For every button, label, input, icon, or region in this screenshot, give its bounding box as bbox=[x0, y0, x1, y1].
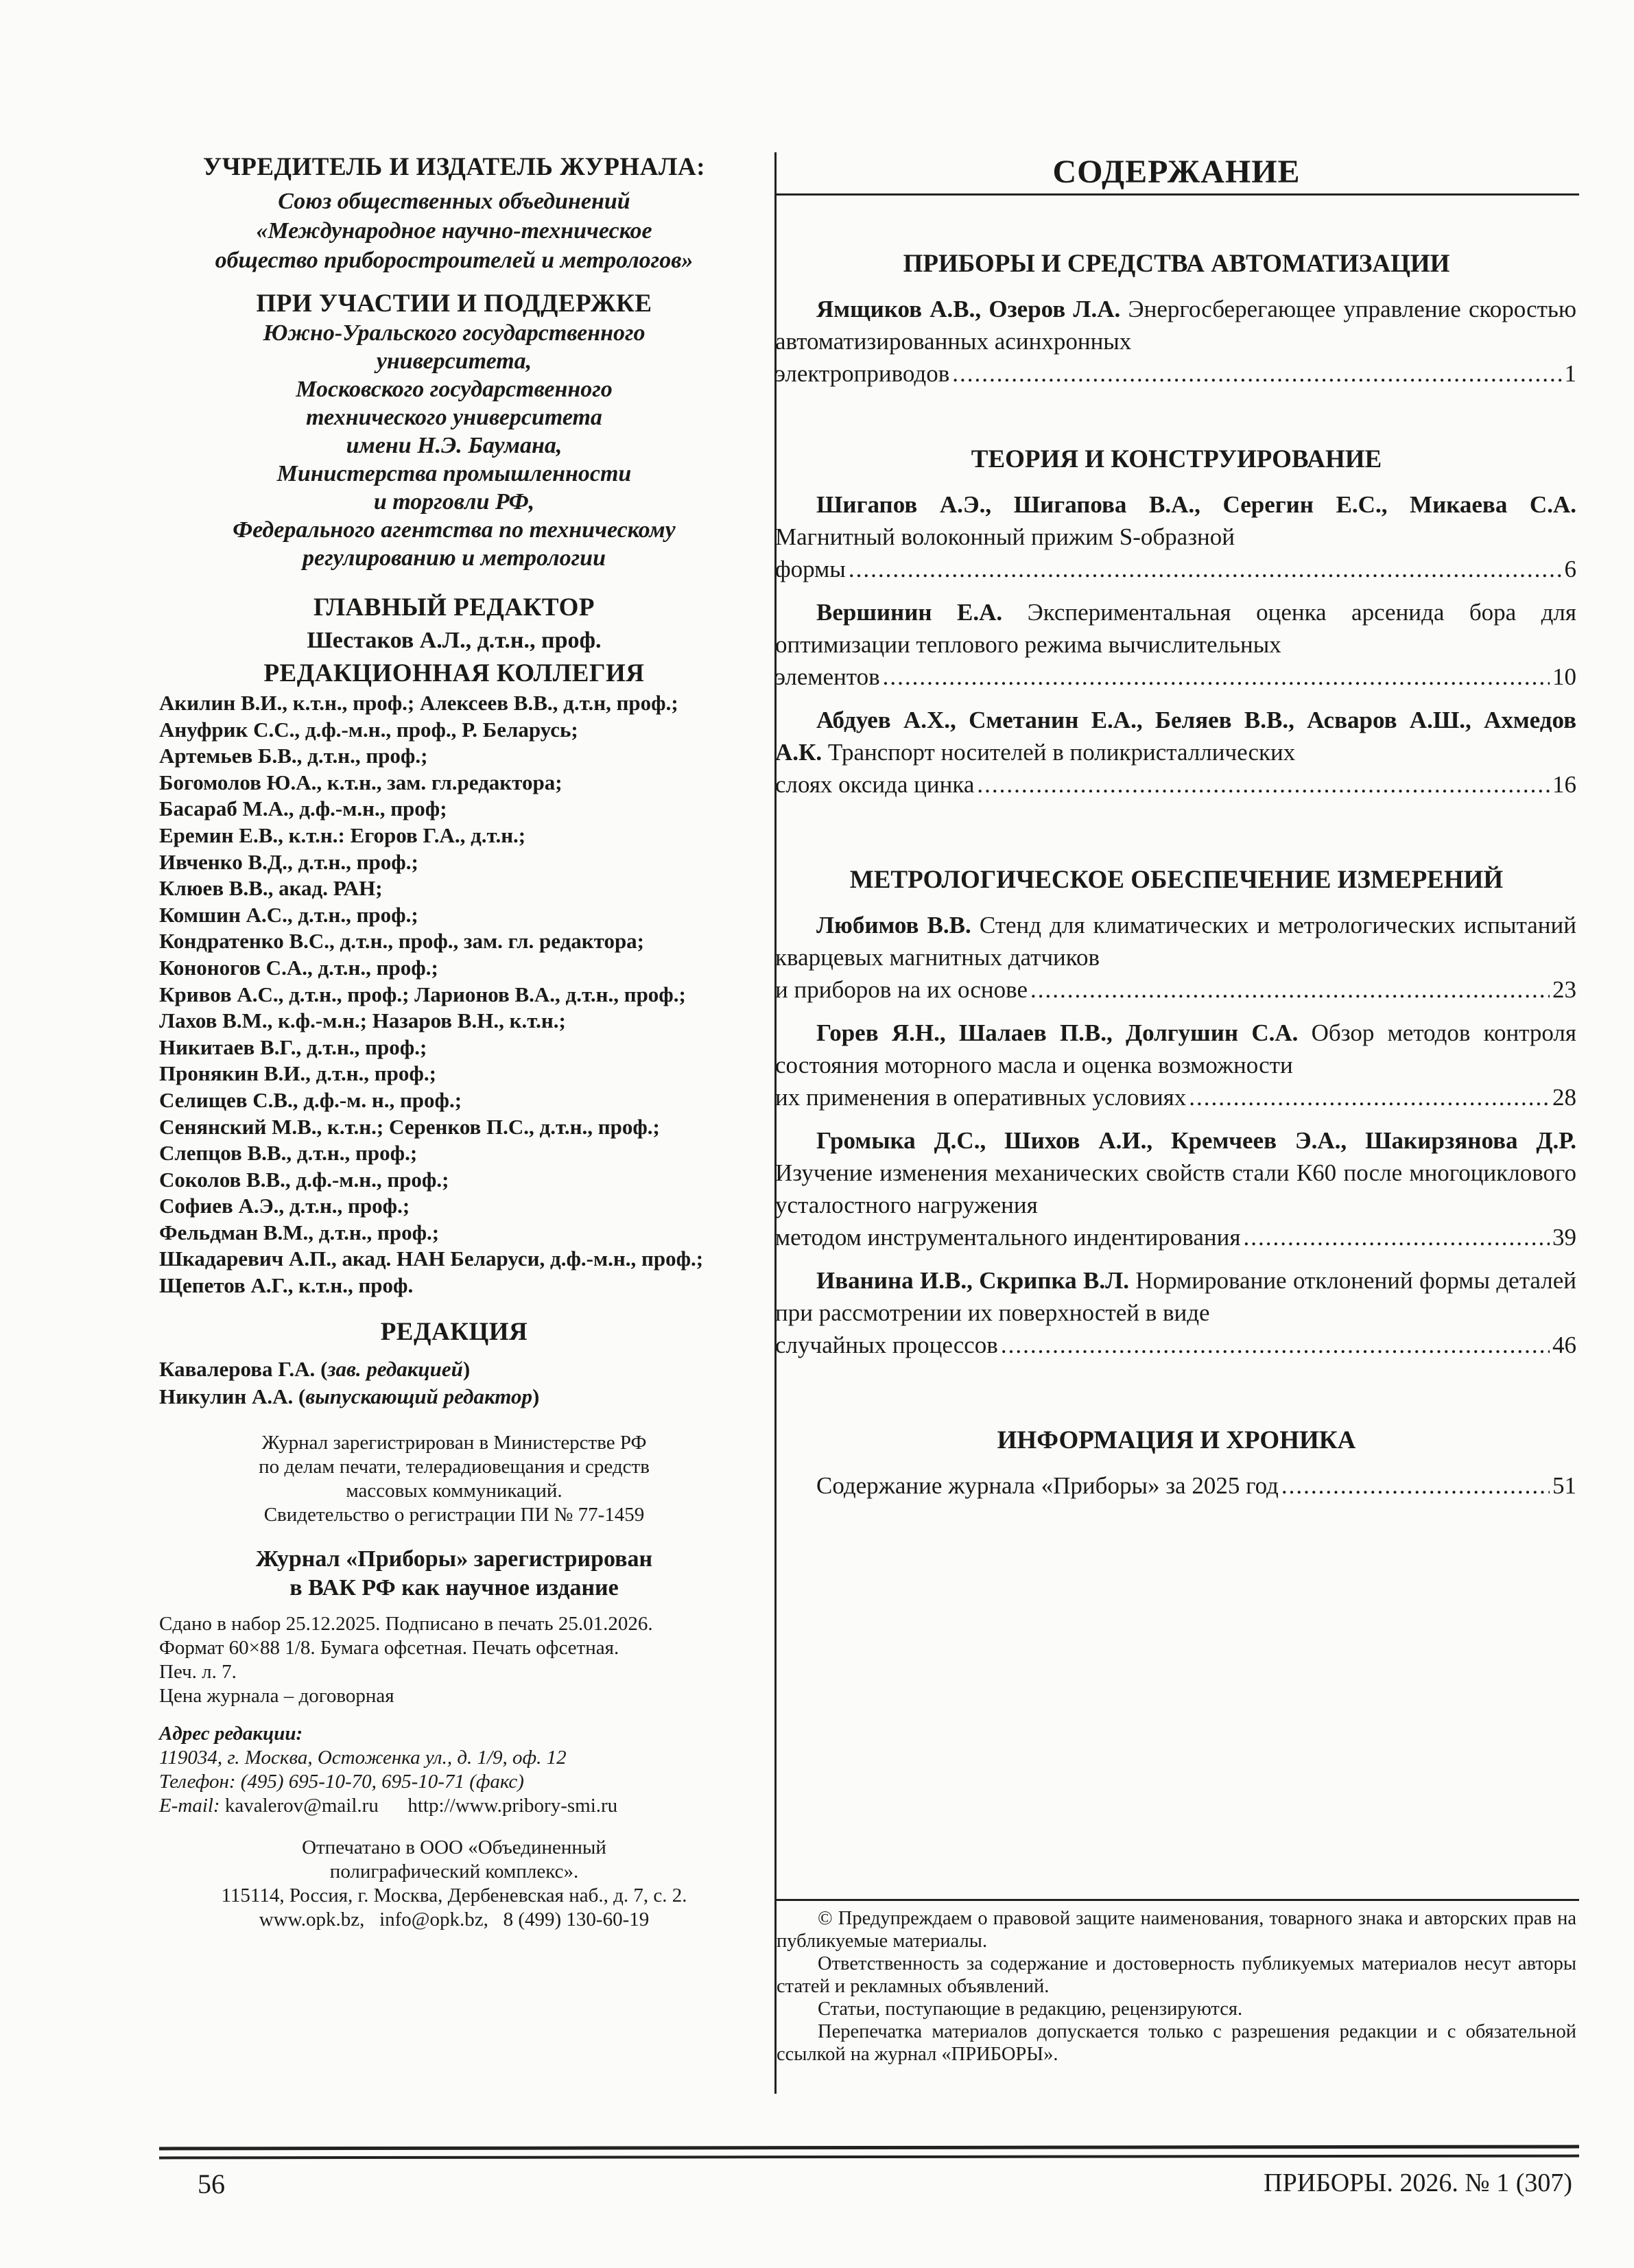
support-line: Южно-Уральского государственного bbox=[263, 320, 646, 346]
toc-entry-title-end: Содержание журнала «Приборы» за 2025 год bbox=[816, 1472, 1279, 1499]
dot-leader bbox=[1001, 1329, 1550, 1361]
toc-entry-authors: Иванина И.В., Скрипка В.Л. bbox=[816, 1267, 1129, 1294]
toc-entry-title: Транспорт носителей в поликристаллических bbox=[827, 739, 1296, 766]
board-member: Соколов В.В., д.ф.-м.н., проф.; bbox=[159, 1167, 449, 1192]
print-line: Формат 60×88 1/8. Бумага офсетная. Печать офсетная. bbox=[159, 1636, 619, 1659]
vak-note bbox=[159, 1545, 749, 1603]
registration-line: массовых коммуникаций. bbox=[346, 1479, 563, 1502]
staff-list bbox=[159, 1356, 749, 1410]
toc-entry[interactable] bbox=[775, 1469, 1576, 1502]
support-heading: ПРИ УЧАСТИИ И ПОДДЕРЖКЕ bbox=[256, 290, 652, 318]
founder-line: Союз общественных объединений bbox=[278, 189, 630, 214]
support-line: университета, bbox=[376, 349, 532, 374]
toc-entry[interactable] bbox=[775, 1124, 1576, 1253]
toc-entry[interactable] bbox=[775, 704, 1576, 801]
toc-entry-title-end: формы bbox=[775, 556, 846, 582]
toc-entry[interactable] bbox=[775, 488, 1576, 585]
copyright-rule bbox=[775, 1899, 1579, 1901]
vak-line: в ВАК РФ как научное издание bbox=[289, 1574, 619, 1600]
staff-member: Кавалерова Г.А. (зав. редакцией) bbox=[159, 1356, 471, 1381]
toc-entry-page: 23 bbox=[1552, 976, 1576, 1003]
board-member: Сенянский М.В., к.т.н.; Серенков П.С., д.т.н., проф.; bbox=[159, 1114, 660, 1139]
toc-entry-page: 10 bbox=[1552, 663, 1576, 690]
toc-entry-authors: Горев Я.Н., Шалаев П.В., Долгушин С.А. bbox=[816, 1019, 1299, 1046]
dot-leader bbox=[1281, 1469, 1550, 1502]
toc-title: СОДЕРЖАНИЕ bbox=[1052, 154, 1301, 190]
board-member: Кононогов С.А., д.т.н., проф.; bbox=[159, 955, 438, 980]
registration-line: Свидетельство о регистрации ПИ № 77-1459 bbox=[263, 1503, 645, 1526]
toc-entry-page: 6 bbox=[1564, 556, 1576, 582]
board-member: Пронякин В.И., д.т.н., проф.; bbox=[159, 1061, 436, 1086]
toc-entry-authors: Шигапов А.Э., Шигапова В.А., Серегин Е.С., Микаева С.А. bbox=[816, 491, 1576, 518]
address-contacts bbox=[159, 1794, 749, 1818]
toc-entry-title-end: их применения в оперативных условиях bbox=[775, 1084, 1187, 1111]
board-member: Кривов А.С., д.т.н., проф.; Ларионов В.А., д.т.н., проф.; bbox=[159, 982, 686, 1006]
board-member: Селищев С.В., д.ф.-м. н., проф.; bbox=[159, 1087, 462, 1112]
editorial-board-list bbox=[159, 690, 749, 1299]
board-member: Артемьев Б.В., д.т.н., проф.; bbox=[159, 744, 428, 768]
toc-entry-page: 46 bbox=[1552, 1332, 1576, 1358]
print-line: Сдано в набор 25.12.2025. Подписано в печать 25.01.2026. bbox=[159, 1612, 653, 1635]
dot-leader bbox=[1189, 1081, 1550, 1113]
email-label: E-mail: bbox=[159, 1794, 220, 1817]
toc-entry[interactable] bbox=[775, 1264, 1576, 1361]
support-line: Московского государственного bbox=[296, 377, 613, 402]
toc-section-heading: МЕТРОЛОГИЧЕСКОЕ ОБЕСПЕЧЕНИЕ ИЗМЕРЕНИЙ bbox=[849, 866, 1504, 894]
staff-role: выпускающий редактор bbox=[305, 1384, 532, 1408]
board-member: Акилин В.И., к.т.н., проф.; Алексеев В.В., д.т.н, проф.; bbox=[159, 691, 678, 715]
board-member: Кондратенко В.С., д.т.н., проф., зам. гл. редактора; bbox=[159, 929, 645, 954]
dot-leader bbox=[849, 553, 1562, 585]
toc-entry-title: Энергосберегающее управление скоростью автоматизированных асинхронных bbox=[775, 296, 1577, 355]
footer-rule-top bbox=[159, 2145, 1579, 2151]
dot-leader bbox=[1243, 1221, 1550, 1253]
toc-entry-authors: Любимов В.В. bbox=[816, 912, 971, 938]
toc-entry-title-end: слоях оксида цинка bbox=[775, 771, 975, 798]
copyright-paragraph: Ответственность за содержание и достоверность публикуемых материалов несут авторы статей и рекламных объявлений. bbox=[777, 1953, 1576, 1997]
toc-entry-authors: Абдуев А.Х., Сметанин Е.А., Беляев В.В., Асваров А.Ш., Ахмедов А.К. bbox=[775, 707, 1576, 766]
toc-entry[interactable] bbox=[775, 1017, 1576, 1113]
staff-member: Никулин А.А. (выпускающий редактор) bbox=[159, 1384, 540, 1408]
toc-section-heading: ПРИБОРЫ И СРЕДСТВА АВТОМАТИЗАЦИИ bbox=[903, 250, 1450, 278]
toc-entry[interactable] bbox=[775, 909, 1576, 1006]
support-block bbox=[159, 319, 749, 572]
copyright-notice bbox=[777, 1907, 1576, 2066]
dot-leader bbox=[1030, 973, 1550, 1006]
toc-entry-page: 51 bbox=[1552, 1472, 1576, 1499]
toc-title-rule bbox=[775, 193, 1579, 196]
toc-entry-title: Нормирование отклонений формы деталей при рассмотрении их поверхностей в виде bbox=[775, 1267, 1576, 1326]
toc-entry-authors: Вершинин Е.А. bbox=[816, 599, 1003, 626]
toc-entry-title: Обзор методов контроля состояния моторного масла и оценка возможности bbox=[775, 1019, 1576, 1078]
toc-entry[interactable] bbox=[775, 293, 1576, 390]
toc-section-heading: ИНФОРМАЦИЯ И ХРОНИКА bbox=[997, 1426, 1356, 1454]
print-line: Цена журнала – договорная bbox=[159, 1684, 394, 1707]
toc-entry-page: 16 bbox=[1552, 771, 1576, 798]
issue-info: ПРИБОРЫ. 2026. № 1 (307) bbox=[1264, 2169, 1572, 2197]
toc-entry-page: 28 bbox=[1552, 1084, 1576, 1111]
editorial-address bbox=[159, 1722, 749, 1818]
printer-line: 115114, Россия, г. Москва, Дербеневская наб., д. 7, с. 2. bbox=[221, 1884, 687, 1906]
board-member: Лахов В.М., к.ф.-м.н.; Назаров В.Н., к.т.н.; bbox=[159, 1008, 566, 1033]
support-line: Министерства промышленности bbox=[276, 461, 632, 486]
support-line: регулированию и метрологии bbox=[303, 545, 606, 571]
toc-entry-title: Экспериментальная оценка арсенида бора для оптимизации теплового режима вычислительных bbox=[775, 599, 1576, 658]
support-line: и торговли РФ, bbox=[373, 489, 535, 515]
registration-line: по делам печати, телерадиовещания и средств bbox=[259, 1455, 650, 1478]
address-label: Адрес редакции: bbox=[159, 1722, 303, 1745]
staff-role: зав. редакцией bbox=[327, 1356, 463, 1381]
board-member: Комшин А.С., д.т.н., проф.; bbox=[159, 902, 418, 927]
board-member: Слепцов В.В., д.т.н., проф.; bbox=[159, 1141, 418, 1166]
board-member: Клюев В.В., акад. РАН; bbox=[159, 876, 383, 901]
board-member: Шкадаревич А.П., акад. НАН Беларуси, д.ф.-м.н., проф.; bbox=[159, 1247, 704, 1271]
chief-editor-name: Шестаков А.Л., д.т.н., проф. bbox=[307, 628, 602, 653]
copyright-paragraph: Статьи, поступающие в редакцию, рецензируются. bbox=[818, 1998, 1243, 2020]
toc-entry-authors: Ямщиков А.В., Озеров Л.А. bbox=[816, 296, 1121, 322]
board-member: Богомолов Ю.А., к.т.н., зам. гл.редактора; bbox=[159, 770, 563, 794]
printer-line: www.opk.bz, info@opk.bz, 8 (499) 130-60-19 bbox=[259, 1908, 650, 1930]
toc-entry-title-end: случайных процессов bbox=[775, 1332, 998, 1358]
board-heading: РЕДАКЦИОННАЯ КОЛЛЕГИЯ bbox=[263, 659, 645, 687]
staff-name: Никулин А.А. bbox=[159, 1384, 294, 1408]
founder-line: общество приборостроителей и метрологов» bbox=[215, 248, 694, 273]
board-member: Софиев А.Э., д.т.н., проф.; bbox=[159, 1194, 410, 1218]
address-street: 119034, г. Москва, Остоженка ул., д. 1/9, оф. 12 bbox=[159, 1746, 567, 1769]
founder-line: «Международное научно-техническое bbox=[256, 218, 652, 244]
copyright-paragraph: © Предупреждаем о правовой защите наименования, товарного знака и авторских прав на публикуемые материалы. bbox=[777, 1908, 1576, 1952]
support-line: имени Н.Э. Баумана, bbox=[346, 433, 563, 458]
printer-line: Отпечатано в ООО «Объединенный bbox=[302, 1836, 606, 1858]
toc-entry-authors: Громыка Д.С., Шихов А.И., Кремчеев Э.А., Шакирзянова Д.Р. bbox=[816, 1127, 1576, 1154]
dot-leader bbox=[977, 768, 1550, 801]
board-member: Ануфрик С.С., д.ф.-м.н., проф., Р. Беларусь; bbox=[159, 717, 578, 742]
toc-entry-page: 1 bbox=[1564, 360, 1576, 387]
staff-name: Кавалерова Г.А. bbox=[159, 1356, 316, 1381]
registration-line: Журнал зарегистрирован в Министерстве РФ bbox=[261, 1431, 647, 1454]
founder-block bbox=[159, 187, 749, 275]
board-member: Басараб М.А., д.ф.-м.н., проф; bbox=[159, 796, 447, 821]
vak-line: Журнал «Приборы» зарегистрирован bbox=[255, 1546, 653, 1572]
toc-entry-title-end: элементов bbox=[775, 663, 880, 690]
board-member: Фельдман В.М., д.т.н., проф.; bbox=[159, 1220, 440, 1244]
footer-rule-bottom bbox=[159, 2155, 1579, 2160]
support-line: Федерального агентства по техническому bbox=[233, 517, 676, 543]
toc-entry-title-end: и приборов на их основе bbox=[775, 976, 1028, 1003]
toc-entry-title: Стенд для климатических и метрологических испытаний кварцевых магнитных датчиков bbox=[775, 912, 1576, 971]
dot-leader bbox=[883, 661, 1550, 693]
table-of-contents bbox=[775, 152, 1578, 1513]
toc-entry-title-end: электроприводов bbox=[775, 360, 950, 387]
printer-line: полиграфический комплекс». bbox=[329, 1860, 579, 1882]
dot-leader bbox=[952, 357, 1561, 390]
toc-entry-title: Изучение изменения механических свойств стали К60 после многоциклового усталостного нагружения bbox=[775, 1159, 1576, 1218]
masthead-column bbox=[159, 152, 749, 1932]
print-details bbox=[159, 1612, 749, 1708]
staff-heading: РЕДАКЦИЯ bbox=[380, 1317, 528, 1346]
chief-editor-heading: ГЛАВНЫЙ РЕДАКТОР bbox=[313, 593, 595, 622]
founder-heading: УЧРЕДИТЕЛЬ И ИЗДАТЕЛЬ ЖУРНАЛА: bbox=[202, 153, 706, 181]
board-member: Ивченко В.Д., д.т.н., проф.; bbox=[159, 849, 418, 874]
website-link[interactable]: http://www.pribory-smi.ru bbox=[407, 1794, 618, 1817]
address-phone: Телефон: (495) 695-10-70, 695-10-71 (факс) bbox=[159, 1770, 524, 1793]
toc-entry-title-end: методом инструментального индентирования bbox=[775, 1224, 1241, 1251]
support-line: технического университета bbox=[306, 405, 602, 430]
board-member: Щепетов А.Г., к.т.н., проф. bbox=[159, 1273, 414, 1298]
registration-note bbox=[159, 1431, 749, 1527]
toc-entry[interactable] bbox=[775, 596, 1576, 693]
toc-sections bbox=[775, 249, 1578, 1502]
toc-section-heading: ТЕОРИЯ И КОНСТРУИРОВАНИЕ bbox=[971, 445, 1382, 473]
toc-entry-title: Магнитный волоконный прижим S-образной bbox=[775, 523, 1235, 550]
page-number: 56 bbox=[198, 2169, 225, 2199]
email-link[interactable]: kavalerov@mail.ru bbox=[224, 1794, 379, 1817]
board-member: Никитаев В.Г., д.т.н., проф.; bbox=[159, 1035, 427, 1059]
printer-info bbox=[159, 1836, 749, 1932]
copyright-paragraph: Перепечатка материалов допускается только с разрешения редакции и с обязательной ссылкой на журнал «ПРИБОРЫ». bbox=[777, 2021, 1576, 2065]
board-member: Еремин Е.В., к.т.н.: Егоров Г.А., д.т.н.; bbox=[159, 823, 526, 847]
print-line: Печ. л. 7. bbox=[159, 1660, 237, 1683]
toc-entry-page: 39 bbox=[1552, 1224, 1576, 1251]
